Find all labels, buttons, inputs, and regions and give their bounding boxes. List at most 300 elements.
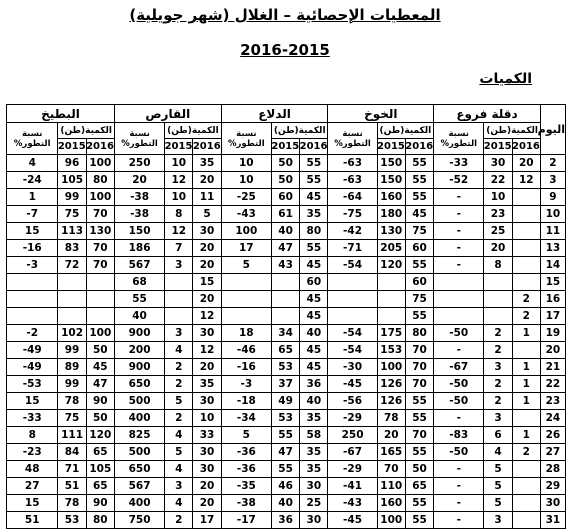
quantity-cell: 2	[165, 410, 193, 427]
quantity-cell: 5	[165, 393, 193, 410]
quantity-header: الكمية(طن)	[271, 123, 328, 139]
growth-rate-cell: 10	[221, 172, 271, 189]
growth-rate-cell: -	[434, 495, 484, 512]
quantity-cell: 47	[271, 240, 299, 257]
quantity-cell: 23	[484, 206, 512, 223]
day-column-header: اليوم	[540, 105, 565, 155]
quantity-cell	[512, 478, 540, 495]
growth-rate-cell: 30-	[328, 359, 377, 376]
growth-rate-cell: 68	[114, 274, 164, 291]
quantity-cell: 50	[86, 342, 114, 359]
growth-rate-cell: 29-	[328, 461, 377, 478]
growth-rate-cell: 17-	[221, 512, 271, 529]
quantity-cell: 75	[405, 291, 433, 308]
quantity-cell: 12	[165, 172, 193, 189]
quantity-cell: 51	[58, 478, 86, 495]
day-cell: 2	[540, 155, 565, 172]
quantity-cell: 78	[58, 393, 86, 410]
quantity-cell: 102	[58, 325, 86, 342]
quantity-cell: 80	[86, 512, 114, 529]
quantity-cell: 5	[484, 495, 512, 512]
quantity-header: الكمية(طن)	[484, 123, 541, 139]
quantity-cell: 58	[300, 427, 328, 444]
quantity-cell	[86, 308, 114, 325]
quantity-cell: 50	[405, 461, 433, 478]
quantity-cell: 53	[271, 359, 299, 376]
quantity-cell: 33	[193, 427, 221, 444]
table-row	[7, 495, 566, 512]
growth-rate-cell: 50-	[434, 444, 484, 461]
quantity-cell: 100	[86, 155, 114, 172]
quantity-cell: 20	[484, 240, 512, 257]
quantity-cell: 55	[405, 172, 433, 189]
growth-rate-cell	[7, 274, 58, 291]
quantity-cell: 17	[193, 512, 221, 529]
year-header: 2015	[58, 139, 86, 155]
quantity-cell: 100	[377, 359, 405, 376]
growth-rate-cell: 54-	[328, 342, 377, 359]
quantity-cell: 40	[300, 325, 328, 342]
growth-rate-cell: 51	[7, 512, 58, 529]
quantity-cell: 55	[405, 444, 433, 461]
growth-rate-cell	[434, 291, 484, 308]
quantity-cell: 30	[300, 512, 328, 529]
quantity-cell	[484, 308, 512, 325]
growth-rate-cell: 56-	[328, 393, 377, 410]
day-cell: 30	[540, 495, 565, 512]
growth-rate-cell: 53-	[7, 376, 58, 393]
quantity-cell: 15	[193, 274, 221, 291]
growth-rate-cell: 650	[114, 461, 164, 478]
year-header: 2015	[484, 139, 512, 155]
table-row	[7, 512, 566, 529]
growth-rate-cell: 200	[114, 342, 164, 359]
quantity-cell: 4	[484, 444, 512, 461]
quantity-cell: 78	[58, 495, 86, 512]
growth-rate-cell: 50-	[434, 376, 484, 393]
quantity-cell: 22	[484, 172, 512, 189]
growth-rate-cell: 18-	[221, 393, 271, 410]
quantity-cell: 20	[193, 359, 221, 376]
quantity-cell: 4	[165, 461, 193, 478]
quantity-cell: 130	[377, 223, 405, 240]
quantity-cell: 55	[300, 240, 328, 257]
quantity-cell: 30	[193, 325, 221, 342]
growth-rate-cell: 567	[114, 257, 164, 274]
growth-rate-cell: 43-	[328, 495, 377, 512]
quantity-cell: 70	[86, 240, 114, 257]
growth-rate-cell: 54-	[328, 257, 377, 274]
growth-rate-cell: 48	[7, 461, 58, 478]
growth-rate-label-line2: التطور%	[334, 138, 371, 149]
quantity-cell: 61	[271, 206, 299, 223]
quantity-cell: 55	[405, 189, 433, 206]
quantity-cell: 10	[484, 189, 512, 206]
growth-rate-header	[114, 123, 164, 155]
growth-rate-cell: 42-	[328, 223, 377, 240]
growth-rate-cell: 16-	[7, 240, 58, 257]
growth-rate-label-line1: نسبة	[448, 128, 469, 139]
quantity-cell: 60	[405, 240, 433, 257]
quantity-cell: 53	[58, 512, 86, 529]
growth-rate-cell: 35-	[221, 478, 271, 495]
growth-rate-cell: -	[434, 410, 484, 427]
table-row	[7, 155, 566, 172]
quantity-cell	[512, 240, 540, 257]
quantity-cell: 12	[193, 308, 221, 325]
day-cell: 22	[540, 376, 565, 393]
quantity-header: الكمية(طن)	[58, 123, 115, 139]
quantity-cell	[512, 495, 540, 512]
day-cell: 14	[540, 257, 565, 274]
quantity-cell: 45	[405, 206, 433, 223]
quantity-cell: 72	[58, 257, 86, 274]
table-row	[7, 478, 566, 495]
growth-rate-header	[328, 123, 377, 155]
quantity-cell: 20	[193, 495, 221, 512]
day-cell: 27	[540, 444, 565, 461]
quantity-cell: 1	[512, 325, 540, 342]
growth-rate-header	[434, 123, 484, 155]
growth-rate-cell: 100	[221, 223, 271, 240]
quantity-cell: 150	[377, 172, 405, 189]
growth-rate-cell: 83-	[434, 427, 484, 444]
quantity-cell: 2	[512, 444, 540, 461]
growth-rate-cell: 38-	[221, 495, 271, 512]
quantity-cell: 55	[405, 308, 433, 325]
quantity-cell: 65	[271, 342, 299, 359]
quantity-cell: 165	[377, 444, 405, 461]
year-header: 2016	[405, 139, 433, 155]
quantity-cell: 34	[271, 325, 299, 342]
growth-rate-label-line1: نسبة	[236, 128, 257, 139]
table-row	[7, 308, 566, 325]
quantity-cell	[86, 291, 114, 308]
crop-header: البطيخ	[7, 105, 115, 123]
growth-rate-cell: 43-	[221, 206, 271, 223]
quantity-cell: 11	[193, 189, 221, 206]
quantity-cell: 71	[58, 461, 86, 478]
quantity-cell: 55	[300, 155, 328, 172]
quantity-cell: 105	[58, 172, 86, 189]
growth-rate-cell: 20	[114, 172, 164, 189]
quantity-cell: 45	[300, 189, 328, 206]
quantity-cell: 40	[300, 393, 328, 410]
quantity-cell: 2	[512, 291, 540, 308]
table-row	[7, 257, 566, 274]
table-body	[7, 155, 566, 529]
growth-rate-cell: 3-	[221, 376, 271, 393]
growth-rate-label-line2: التطور%	[440, 138, 478, 149]
quantity-cell	[512, 257, 540, 274]
day-cell: 29	[540, 478, 565, 495]
table-row	[7, 342, 566, 359]
day-cell: 31	[540, 512, 565, 529]
growth-rate-cell: 650	[114, 376, 164, 393]
quantity-cell	[512, 206, 540, 223]
growth-rate-cell: 500	[114, 444, 164, 461]
growth-rate-cell: 49-	[7, 342, 58, 359]
quantity-cell: 30	[193, 223, 221, 240]
quantity-cell: 1	[512, 427, 540, 444]
quantity-cell: 2	[512, 308, 540, 325]
quantity-cell	[271, 308, 299, 325]
table-row	[7, 410, 566, 427]
quantity-cell: 7	[165, 240, 193, 257]
growth-rate-cell: 55	[114, 291, 164, 308]
growth-rate-cell	[221, 308, 271, 325]
growth-rate-cell: 400	[114, 495, 164, 512]
growth-rate-label-line2: التطور%	[228, 138, 265, 149]
quantity-cell: 2	[484, 342, 512, 359]
quantity-cell: 45	[86, 359, 114, 376]
quantity-cell: 113	[58, 223, 86, 240]
quantity-cell	[512, 342, 540, 359]
growth-rate-label-line2: التطور%	[121, 138, 158, 149]
quantity-cell: 80	[86, 172, 114, 189]
growth-rate-cell: 41-	[328, 478, 377, 495]
quantity-cell: 205	[377, 240, 405, 257]
quantity-cell: 30	[300, 478, 328, 495]
section-heading: الكميات	[479, 71, 532, 87]
quantity-cell: 83	[58, 240, 86, 257]
growth-rate-cell: 500	[114, 393, 164, 410]
table-row	[7, 189, 566, 206]
quantity-cell: 3	[165, 257, 193, 274]
quantity-cell	[512, 223, 540, 240]
report-title	[0, 6, 570, 24]
quantity-cell: 55	[271, 461, 299, 478]
growth-rate-cell: 23-	[7, 444, 58, 461]
growth-rate-cell: 67-	[434, 359, 484, 376]
quantity-cell: 50	[271, 172, 299, 189]
table-header	[7, 105, 566, 155]
growth-rate-header	[7, 123, 58, 155]
growth-rate-cell: 17	[221, 240, 271, 257]
quantity-cell: 12	[512, 172, 540, 189]
quantity-cell: 3	[165, 478, 193, 495]
quantity-cell: 2	[484, 393, 512, 410]
quantity-cell: 160	[377, 189, 405, 206]
growth-rate-cell: 250	[114, 155, 164, 172]
growth-rate-cell: 71-	[328, 240, 377, 257]
quantity-cell: 55	[405, 410, 433, 427]
growth-rate-cell: 45-	[328, 512, 377, 529]
quantity-cell: 60	[300, 274, 328, 291]
quantity-cell: 100	[86, 189, 114, 206]
growth-rate-cell: -	[434, 478, 484, 495]
year-header: 2016	[86, 139, 114, 155]
growth-rate-cell: -	[434, 257, 484, 274]
quantity-cell: 20	[193, 291, 221, 308]
day-cell: 26	[540, 427, 565, 444]
quantity-cell: 5	[193, 206, 221, 223]
quantity-cell: 55	[405, 512, 433, 529]
table-row	[7, 325, 566, 342]
day-cell: 23	[540, 393, 565, 410]
day-cell: 10	[540, 206, 565, 223]
growth-rate-cell	[328, 308, 377, 325]
quantity-cell: 84	[58, 444, 86, 461]
quantity-cell: 20	[377, 427, 405, 444]
crop-header: القارص	[114, 105, 221, 123]
quantity-cell: 53	[271, 410, 299, 427]
quantity-cell: 89	[58, 359, 86, 376]
growth-rate-cell: 15	[7, 393, 58, 410]
quantity-cell: 35	[300, 444, 328, 461]
quantity-cell: 30	[193, 393, 221, 410]
growth-rate-cell: 400	[114, 410, 164, 427]
day-cell: 3	[540, 172, 565, 189]
quantity-cell: 78	[377, 410, 405, 427]
quantity-cell: 1	[512, 359, 540, 376]
quantity-cell: 2	[484, 376, 512, 393]
growth-rate-cell: 18	[221, 325, 271, 342]
quantity-cell: 70	[86, 206, 114, 223]
growth-rate-cell: 50-	[434, 393, 484, 410]
growth-rate-cell: -	[434, 342, 484, 359]
statistics-table	[6, 104, 566, 529]
quantity-cell: 30	[193, 444, 221, 461]
quantity-cell: 99	[58, 342, 86, 359]
quantity-cell: 130	[86, 223, 114, 240]
year-header: 2016	[512, 139, 540, 155]
growth-rate-cell: 67-	[328, 444, 377, 461]
growth-rate-cell: 63-	[328, 172, 377, 189]
quantity-cell: 2	[484, 325, 512, 342]
quantity-cell: 175	[377, 325, 405, 342]
growth-rate-cell	[434, 274, 484, 291]
quantity-cell: 2	[165, 512, 193, 529]
quantity-cell: 35	[300, 206, 328, 223]
crop-header: الدلاع	[221, 105, 328, 123]
quantity-cell	[271, 291, 299, 308]
year-header: 2015	[165, 139, 193, 155]
quantity-cell: 46	[271, 478, 299, 495]
quantity-cell	[484, 291, 512, 308]
growth-rate-cell: 33-	[7, 410, 58, 427]
quantity-cell: 126	[377, 393, 405, 410]
quantity-cell	[512, 410, 540, 427]
quantity-cell: 3	[484, 512, 512, 529]
growth-rate-label-line1: نسبة	[129, 128, 150, 139]
growth-rate-cell	[221, 274, 271, 291]
growth-rate-cell: -	[434, 223, 484, 240]
quantity-cell	[377, 308, 405, 325]
quantity-cell: 90	[86, 495, 114, 512]
crop-header: الخوخ	[328, 105, 434, 123]
day-cell: 28	[540, 461, 565, 478]
quantity-cell: 120	[377, 257, 405, 274]
quantity-cell: 99	[58, 189, 86, 206]
day-cell: 9	[540, 189, 565, 206]
quantity-cell: 25	[300, 495, 328, 512]
quantity-cell: 47	[271, 444, 299, 461]
quantity-cell: 20	[193, 478, 221, 495]
growth-rate-cell: 5	[221, 257, 271, 274]
quantity-cell: 60	[271, 189, 299, 206]
quantity-cell: 96	[58, 155, 86, 172]
growth-rate-cell: 16-	[221, 359, 271, 376]
quantity-cell: 70	[405, 427, 433, 444]
quantity-cell: 45	[300, 308, 328, 325]
header-row-metrics	[7, 123, 566, 139]
growth-rate-cell: 750	[114, 512, 164, 529]
growth-rate-cell: 27	[7, 478, 58, 495]
quantity-cell: 40	[271, 495, 299, 512]
growth-rate-cell: 4	[7, 155, 58, 172]
quantity-cell: 4	[165, 427, 193, 444]
growth-rate-cell	[7, 291, 58, 308]
quantity-cell: 25	[484, 223, 512, 240]
quantity-cell: 55	[405, 257, 433, 274]
quantity-cell: 65	[405, 478, 433, 495]
quantity-cell: 3	[484, 359, 512, 376]
growth-rate-cell: -	[434, 512, 484, 529]
quantity-cell: 35	[300, 461, 328, 478]
day-cell: 15	[540, 274, 565, 291]
quantity-cell: 3	[165, 325, 193, 342]
growth-rate-cell	[221, 291, 271, 308]
quantity-cell: 99	[58, 376, 86, 393]
quantity-cell: 10	[165, 155, 193, 172]
quantity-cell: 80	[300, 223, 328, 240]
growth-rate-cell: 5	[221, 427, 271, 444]
season-label: 2016-2015	[240, 41, 330, 59]
quantity-cell: 55	[300, 172, 328, 189]
growth-rate-cell: 36-	[221, 444, 271, 461]
quantity-cell: 10	[165, 189, 193, 206]
quantity-cell: 55	[405, 393, 433, 410]
quantity-cell: 55	[271, 427, 299, 444]
day-cell: 19	[540, 325, 565, 342]
quantity-cell: 5	[484, 461, 512, 478]
quantity-cell: 45	[300, 291, 328, 308]
quantity-cell: 70	[377, 461, 405, 478]
table-row	[7, 359, 566, 376]
table-row	[7, 444, 566, 461]
quantity-cell: 5	[165, 444, 193, 461]
quantity-cell: 30	[484, 155, 512, 172]
quantity-cell: 43	[271, 257, 299, 274]
growth-rate-cell: 33-	[434, 155, 484, 172]
growth-rate-cell: 25-	[221, 189, 271, 206]
quantity-cell: 35	[300, 410, 328, 427]
growth-rate-cell: 186	[114, 240, 164, 257]
growth-rate-cell: 1	[7, 189, 58, 206]
growth-rate-cell: 900	[114, 359, 164, 376]
quantity-cell: 36	[271, 512, 299, 529]
year-header: 2016	[300, 139, 328, 155]
quantity-cell: 90	[86, 393, 114, 410]
quantity-cell: 70	[405, 342, 433, 359]
quantity-cell: 45	[300, 257, 328, 274]
quantity-cell	[512, 274, 540, 291]
growth-rate-header	[221, 123, 271, 155]
quantity-cell: 2	[165, 376, 193, 393]
table-row	[7, 206, 566, 223]
quantity-cell: 105	[86, 461, 114, 478]
table-row	[7, 393, 566, 410]
quantity-cell: 12	[165, 223, 193, 240]
day-cell: 17	[540, 308, 565, 325]
quantity-cell	[377, 274, 405, 291]
quantity-cell: 50	[271, 155, 299, 172]
growth-rate-cell: 2-	[7, 325, 58, 342]
quantity-cell: 110	[377, 478, 405, 495]
day-cell: 13	[540, 240, 565, 257]
quantity-cell	[165, 308, 193, 325]
